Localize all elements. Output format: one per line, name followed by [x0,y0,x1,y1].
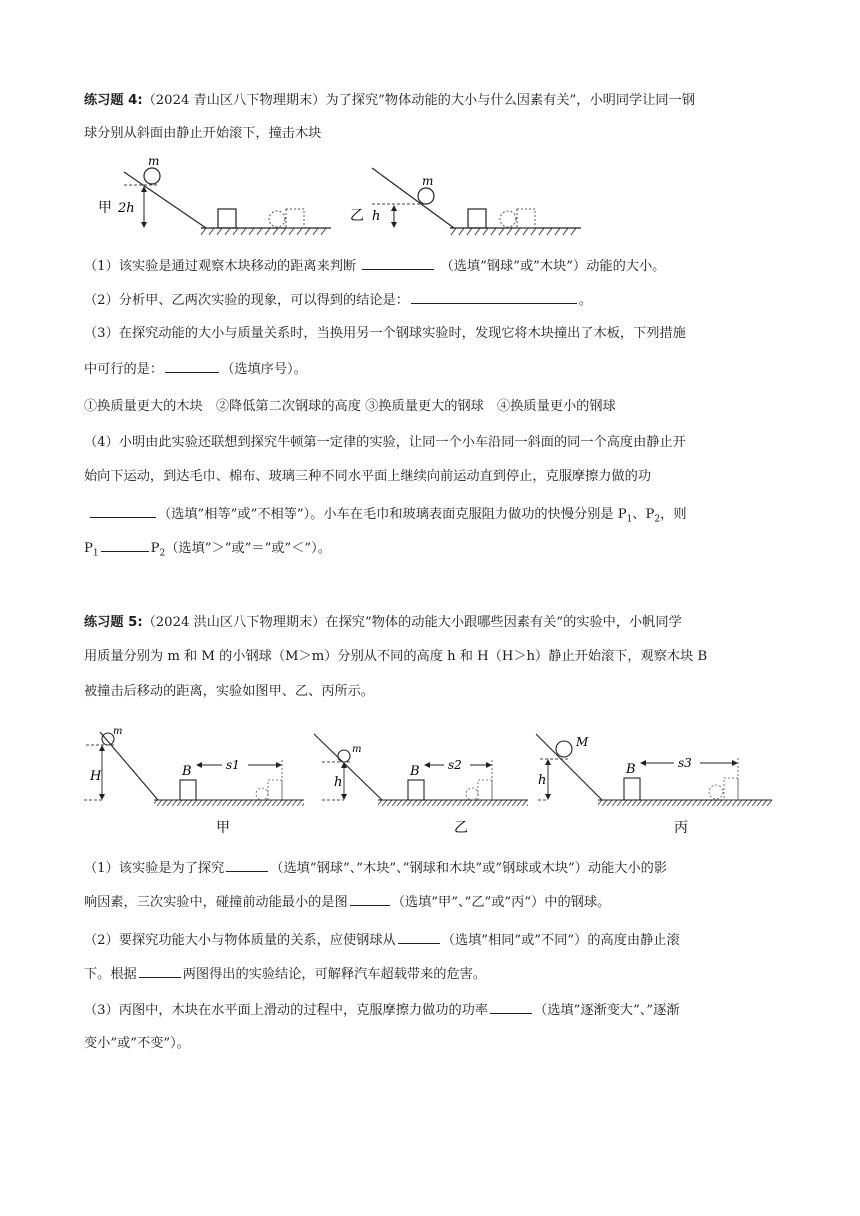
ex4-q1-blank[interactable] [362,255,434,270]
ex5-figure [82,722,782,846]
ex4-q3-line1: （3）在探究动能的大小与质量关系时，当换用另一个钢球实验时，发现它将木块撞出了木板，下列措施 [84,326,686,341]
ex4-mass-label-jia: m [148,154,160,168]
ex4-ball-end-yi [500,211,516,227]
ex4-ball-end-jia [269,211,285,227]
ex4-q4-sub1: 1 [626,514,633,525]
ex4-q1-text-b: （选填”钢球”或”木块”）动能的大小。 [440,259,666,274]
ex5-q2-text-b: （选填”相同”或”不同”）的高度由静止滚 [441,933,680,948]
ex4-block-end-jia [286,209,304,228]
ex4-hatch-jia [201,228,326,235]
ex5-q1-text-c: 响因素，三次实验中，碰撞前动能最小的是图 [84,895,348,910]
ex4-q4-text-c: （选填”相等”或”不相等”）。小车在毛巾和玻璃表面克服阻力做功的快慢分别是 P [158,507,627,522]
ex5-q1-text-b: （选填”钢球”、”木块”、”钢球和木块”或”钢球或木块”）动能大小的影 [270,861,668,876]
ex5-block-jia [180,780,196,800]
ex4-q4-line3 [84,503,687,530]
ex4-q2 [84,289,592,311]
ex4-slope-jia [124,172,206,228]
ex5-hatch-yi [378,800,528,806]
ex5-yi-label: 乙 [454,820,468,836]
ex5-block-bing [624,778,640,800]
ex4-q3-text-b2: （选填序号）。 [221,362,307,377]
ex5-slope-bing [536,734,602,800]
ex5-s1-label: s1 [226,758,240,772]
ex4-q1-text-a: （1）该实验是通过观察木块移动的距离来判断 [84,259,357,274]
ex5-q1-text-a: （1）该实验是为了探究 [84,861,225,876]
ex5-intro-a: （2024 洪山区八下物理期末）在探究”物体的动能大小跟哪些因素有关”的实验中，小帆同学 [142,615,682,630]
ex5-q3-text-b: （选填”逐渐变大”、”逐渐 [534,1003,680,1018]
ex5-block-yi [408,780,424,800]
ex4-q4-text-mid: 、P [632,507,655,522]
ex5-figure-svg [82,722,782,842]
ex5-q2-blank1[interactable] [398,929,440,944]
ex4-intro-a: （2024 青山区八下物理期末）为了探究”物体动能的大小与什么因素有关”，小明同学让同一钢 [142,93,695,108]
ex5-M-label-bing: M [576,735,589,749]
ex4-q3-text-b1: 中可行的是： [84,362,164,377]
ex5-q1-text-d: （选填”甲”、”乙”或”丙”）中的钢球。 [391,895,611,910]
ex5-q3-text-a: （3）丙图中，木块在水平面上滑动的过程中，克服摩擦力做功的功率 [84,1003,489,1018]
ex5-hatch-bing [598,800,772,806]
ex5-s3-label: s3 [678,756,692,770]
ex5-bing-label: 丙 [674,820,688,836]
ex4-q1 [84,255,665,277]
ex5-intro-line3: 被撞击后移动的距离，实验如图甲、乙、丙所示。 [84,684,375,699]
ex5-label: 练习题 5: [84,615,143,630]
ex5-slope-jia [100,732,158,800]
ex4-q4-p2: P [150,541,160,556]
ex4-2h-label: 2h [118,201,135,216]
ex5-q3-blank[interactable] [490,999,532,1014]
ex4-q4-p1: P [84,541,93,556]
ex4-label: 练习题 4: [84,93,143,108]
ex5-h-label-bing: h [538,773,547,788]
ex4-block-yi [468,209,486,228]
ex5-H-label-jia: H [90,769,102,784]
ex4-mass-label-yi: m [422,174,434,188]
ex5-B-label-jia: B [182,764,192,779]
ex5-diagram-bing [536,734,772,836]
ex5-s2-label: s2 [448,758,462,772]
ex4-q4-p2-sub: 2 [159,548,166,559]
ex5-q2-text-d: 两图得出的实验结论，可解释汽车超载带来的危害。 [182,967,487,982]
ex5-jia-label: 甲 [216,820,230,836]
ex4-q2-text-b: 。 [578,293,593,308]
ex5-ball-yi [338,750,350,762]
ex5-h-label-yi: h [334,775,343,790]
ex4-h-label: h [372,209,381,224]
ex4-diagram-jia [98,154,331,235]
ex5-q2-blank2[interactable] [139,963,181,978]
ex4-jia-label: 甲 [98,200,112,216]
ex5-B-label-bing: B [626,762,636,777]
ex5-q1-blank1[interactable] [226,857,268,872]
ex5-intro-line2: 用质量分别为 m 和 M 的小钢球（M＞m）分别从不同的高度 h 和 H（H＞h）静止开始滚下，观察木块 B [84,649,708,664]
ex4-q4-line1: （4）小明由此实验还联想到探究牛顿第一定律的实验，让同一个小车沿同一斜面的同一个高度由静止开 [84,435,686,450]
ex5-ball-bing [556,741,572,757]
ex4-q3-blank[interactable] [165,358,219,373]
ex4-figure-svg [96,152,596,242]
ex4-block-end-yi [517,209,535,228]
ex4-q4-line4 [84,537,331,564]
ex5-q2-line1 [84,929,680,951]
ex4-intro-line2: 球分别从斜面由静止开始滚下，撞击木块 [84,126,322,141]
ex5-B-label-yi: B [410,764,420,779]
ex4-q4-line2: 始向下运动，到达毛巾、棉布、玻璃三种不同水平面上继续向前运动直到停止，克服摩擦力做的功 [84,469,652,484]
ex5-q3-line1 [84,999,680,1021]
ex5-diagram-jia [84,726,304,836]
ex4-q2-text-a: （2）分析甲、乙两次实验的现象，可以得到的结论是： [84,293,409,308]
ex4-q4-blank2[interactable] [101,537,149,552]
ex4-q4-p1-sub: 1 [92,548,99,559]
ex4-yi-label: 乙 [350,208,364,224]
ex5-q3-line2: 变小”或”不变”）。 [84,1036,190,1051]
ex5-q2-text-c: 下。根据 [84,967,137,982]
ex5-diagram-yi [314,734,528,836]
ex4-diagram-yi [350,168,581,235]
ex5-slope-yi [314,734,382,800]
ex4-q4-text-end: ，则 [660,507,687,522]
ex4-q4-text-d-end: （选填”＞”或”＝”或”＜”）。 [165,541,331,556]
ex4-q4-sub2: 2 [654,514,661,525]
ex4-intro-line1 [84,91,695,111]
ex4-q2-blank[interactable] [411,289,577,304]
ex5-intro-line1 [84,613,682,633]
ex4-q3-options: ①换质量更大的木块 ②降低第二次钢球的高度 ③换质量更大的钢球 ④换质量更小的钢球 [84,399,616,414]
ex4-figure [96,152,596,246]
ex5-m-label-yi: m [352,744,362,755]
ex4-slope-yi [372,168,454,228]
ex4-ball-jia [144,168,160,184]
ex4-q4-blank1[interactable] [90,503,156,518]
ex5-q2-text-a: （2）要探究功能大小与物体质量的关系，应使钢球从 [84,933,396,948]
ex4-block-jia [218,209,236,228]
ex5-q1-blank2[interactable] [350,891,390,906]
ex4-ball-yi [418,188,434,204]
ex5-q2-line2 [84,963,486,985]
ex5-q1-line1 [84,857,667,879]
ex5-q1-line2 [84,891,610,913]
ex5-m-label-jia: m [113,726,123,737]
ex5-hatch-jia [154,800,304,806]
ex4-q3-line2 [84,358,307,380]
ex4-hatch-yi [451,228,576,235]
